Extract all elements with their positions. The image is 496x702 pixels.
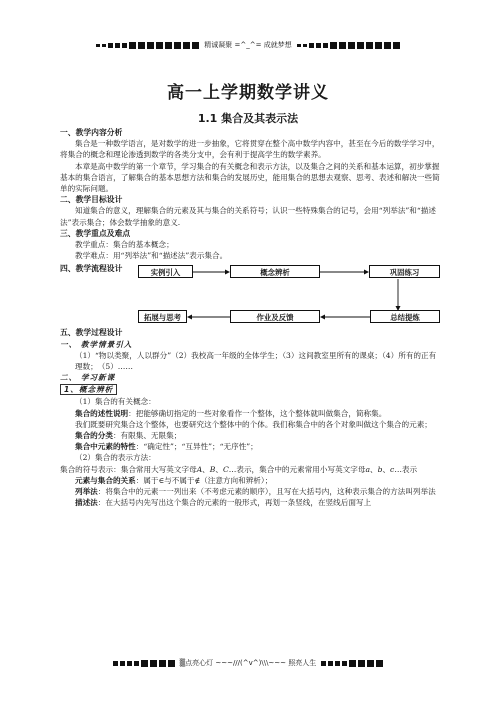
roster-method xyxy=(60,486,440,497)
description-method xyxy=(60,497,440,508)
boxed-label-wrapper xyxy=(60,383,440,396)
membership-text: ：属于∈与不属于∉（注意方向和辨析）； xyxy=(135,475,273,485)
symbol-a: a xyxy=(365,464,370,474)
intro-examples: （1）“物以类聚，人以群分”（2）我校高一年级的全体学生；（3）这间教室里所有的课桌；（4）所有的正有理数； （5）…… xyxy=(75,350,437,372)
term-membership: 元素与集合的关系 xyxy=(75,475,136,485)
paragraph: 本章是高中数学的第一个章节，学习集合的有关概念和表示方法，以及集合之间的关系和基本运算，初步掌握基本的集合语言，了解集合的基本思想方法和集合的发展历史，能用集合的思想去观察、思考、表述和解决一些简单的实际问题。 xyxy=(60,161,440,194)
description-text: ：在大括号内先写出这个集合的元素的一般形式，再划一条竖线，在竖线后面写上 xyxy=(97,498,372,508)
symbol-A: A xyxy=(196,464,203,474)
footer-left-blocks xyxy=(113,660,175,667)
header-decoration-band xyxy=(86,38,410,52)
subheading-intro: 一、 教学情景引入 xyxy=(60,339,133,349)
flow-box-homework: 作业及反馈 xyxy=(230,310,320,323)
properties-text: ：“确定性”；“互异性”；“无序性”； xyxy=(135,442,258,452)
term-description: 描述法 xyxy=(75,498,98,508)
key-point-line: 教学重点：集合的基本概念； xyxy=(75,240,174,250)
boxed-label-concept: 1、概念辨析 xyxy=(60,384,117,395)
element-properties xyxy=(60,441,440,452)
header-right-blocks xyxy=(297,42,400,49)
section-heading-flow-design: 四、教学流程设计 xyxy=(60,264,123,274)
flow-box-concept: 概念辨析 xyxy=(230,265,320,278)
footer-decoration-band xyxy=(86,656,410,670)
symbol-b: b xyxy=(377,464,383,474)
document-body xyxy=(60,127,440,508)
roster-text: ：将集合中的元素一一列出来（不考虑元素的顺序），且写在大括号内，这种表示集合的方法叫列举法 xyxy=(97,487,436,497)
document-title: 高一上学期数学讲义 xyxy=(167,83,329,103)
symbol-notation: 集合的符号表示：集合常用大写英文字母A、B、C…表示，集合中的元素常用小写英文字母a、b、c…表示 xyxy=(60,464,418,474)
symbol-B: B xyxy=(209,464,216,474)
footer-right-blocks xyxy=(321,660,383,667)
flow-box-intro: 实例引入 xyxy=(138,265,193,278)
header-left-blocks xyxy=(96,42,199,49)
term-roster: 列举法 xyxy=(75,487,98,497)
membership-relation xyxy=(60,475,440,486)
symbol-c: c xyxy=(390,464,395,474)
section-heading-process: 五、教学过程设计 xyxy=(60,328,123,338)
header-band-text: 精诚凝聚 =^_^= 成就梦想 xyxy=(204,41,292,49)
notation-text-2: …表示，集合中的元素常用小写英文字母 xyxy=(228,464,366,474)
teaching-flow-diagram xyxy=(60,263,440,323)
notation-text-1: 集合的符号表示：集合常用大写英文字母 xyxy=(60,464,197,474)
term-classification: 集合的分类 xyxy=(75,431,113,441)
symbol-C: C xyxy=(222,464,229,474)
representation-line: （2）集合的表示方法： xyxy=(75,453,156,463)
term-set-definition: 集合的述性说明 xyxy=(75,408,129,418)
term-properties: 集合中元素的特性 xyxy=(75,442,136,452)
flow-box-summary: 总结提炼 xyxy=(370,310,440,323)
flow-box-extension: 拓展与思考 xyxy=(138,310,187,323)
definition-text: ：把能够确切指定的一些对象看作一个整体，这个整体就叫做集合，简称集。 xyxy=(128,408,387,418)
paragraph: 知道集合的意义，理解集合的元素及其与集合的关系符号；认识一些特殊集合的记号，会用“列举法”和“描述法”表示集合；体会数学抽象的意义. xyxy=(60,206,436,227)
paragraph: 我们既要研究集合这个整体，也要研究这个整体中的个体。我们称集合中的各个对象叫做这个集合的元素； xyxy=(75,419,432,429)
flow-box-practice: 巩固练习 xyxy=(369,265,440,278)
document-subtitle: 1.1 集合及其表示法 xyxy=(197,112,299,125)
footer-band-text: ▒点亮心灯 ~~~///(^v^)\\\~~~ 照亮人生 xyxy=(179,659,317,667)
subheading-new-lesson: 二、 学习新课 xyxy=(60,373,116,383)
concept-definition xyxy=(60,408,440,419)
concept-line: （1）集合的有关概念： xyxy=(75,397,156,407)
set-classification xyxy=(60,430,440,441)
difficulty-line: 教学难点：用“列举法”和“描述法”表示集合。 xyxy=(75,251,228,261)
classification-text: ：有限集、无限集； xyxy=(112,431,182,441)
notation-text-3: …表示 xyxy=(394,464,418,474)
section-heading-content-analysis: 一、教学内容分析 xyxy=(60,128,123,137)
section-heading-key-points: 三、教学重点及难点 xyxy=(60,228,131,238)
paragraph: 集合是一种数学语言，是对数学的进一步抽象，它将贯穿在整个高中数学内容中，甚至在今后的数学学习中，将集合的概念和理论渗透到数学的各类分支中，会有利于提高学生的数学素养。 xyxy=(60,139,440,160)
section-heading-teaching-goals: 二、教学目标设计 xyxy=(60,195,123,205)
